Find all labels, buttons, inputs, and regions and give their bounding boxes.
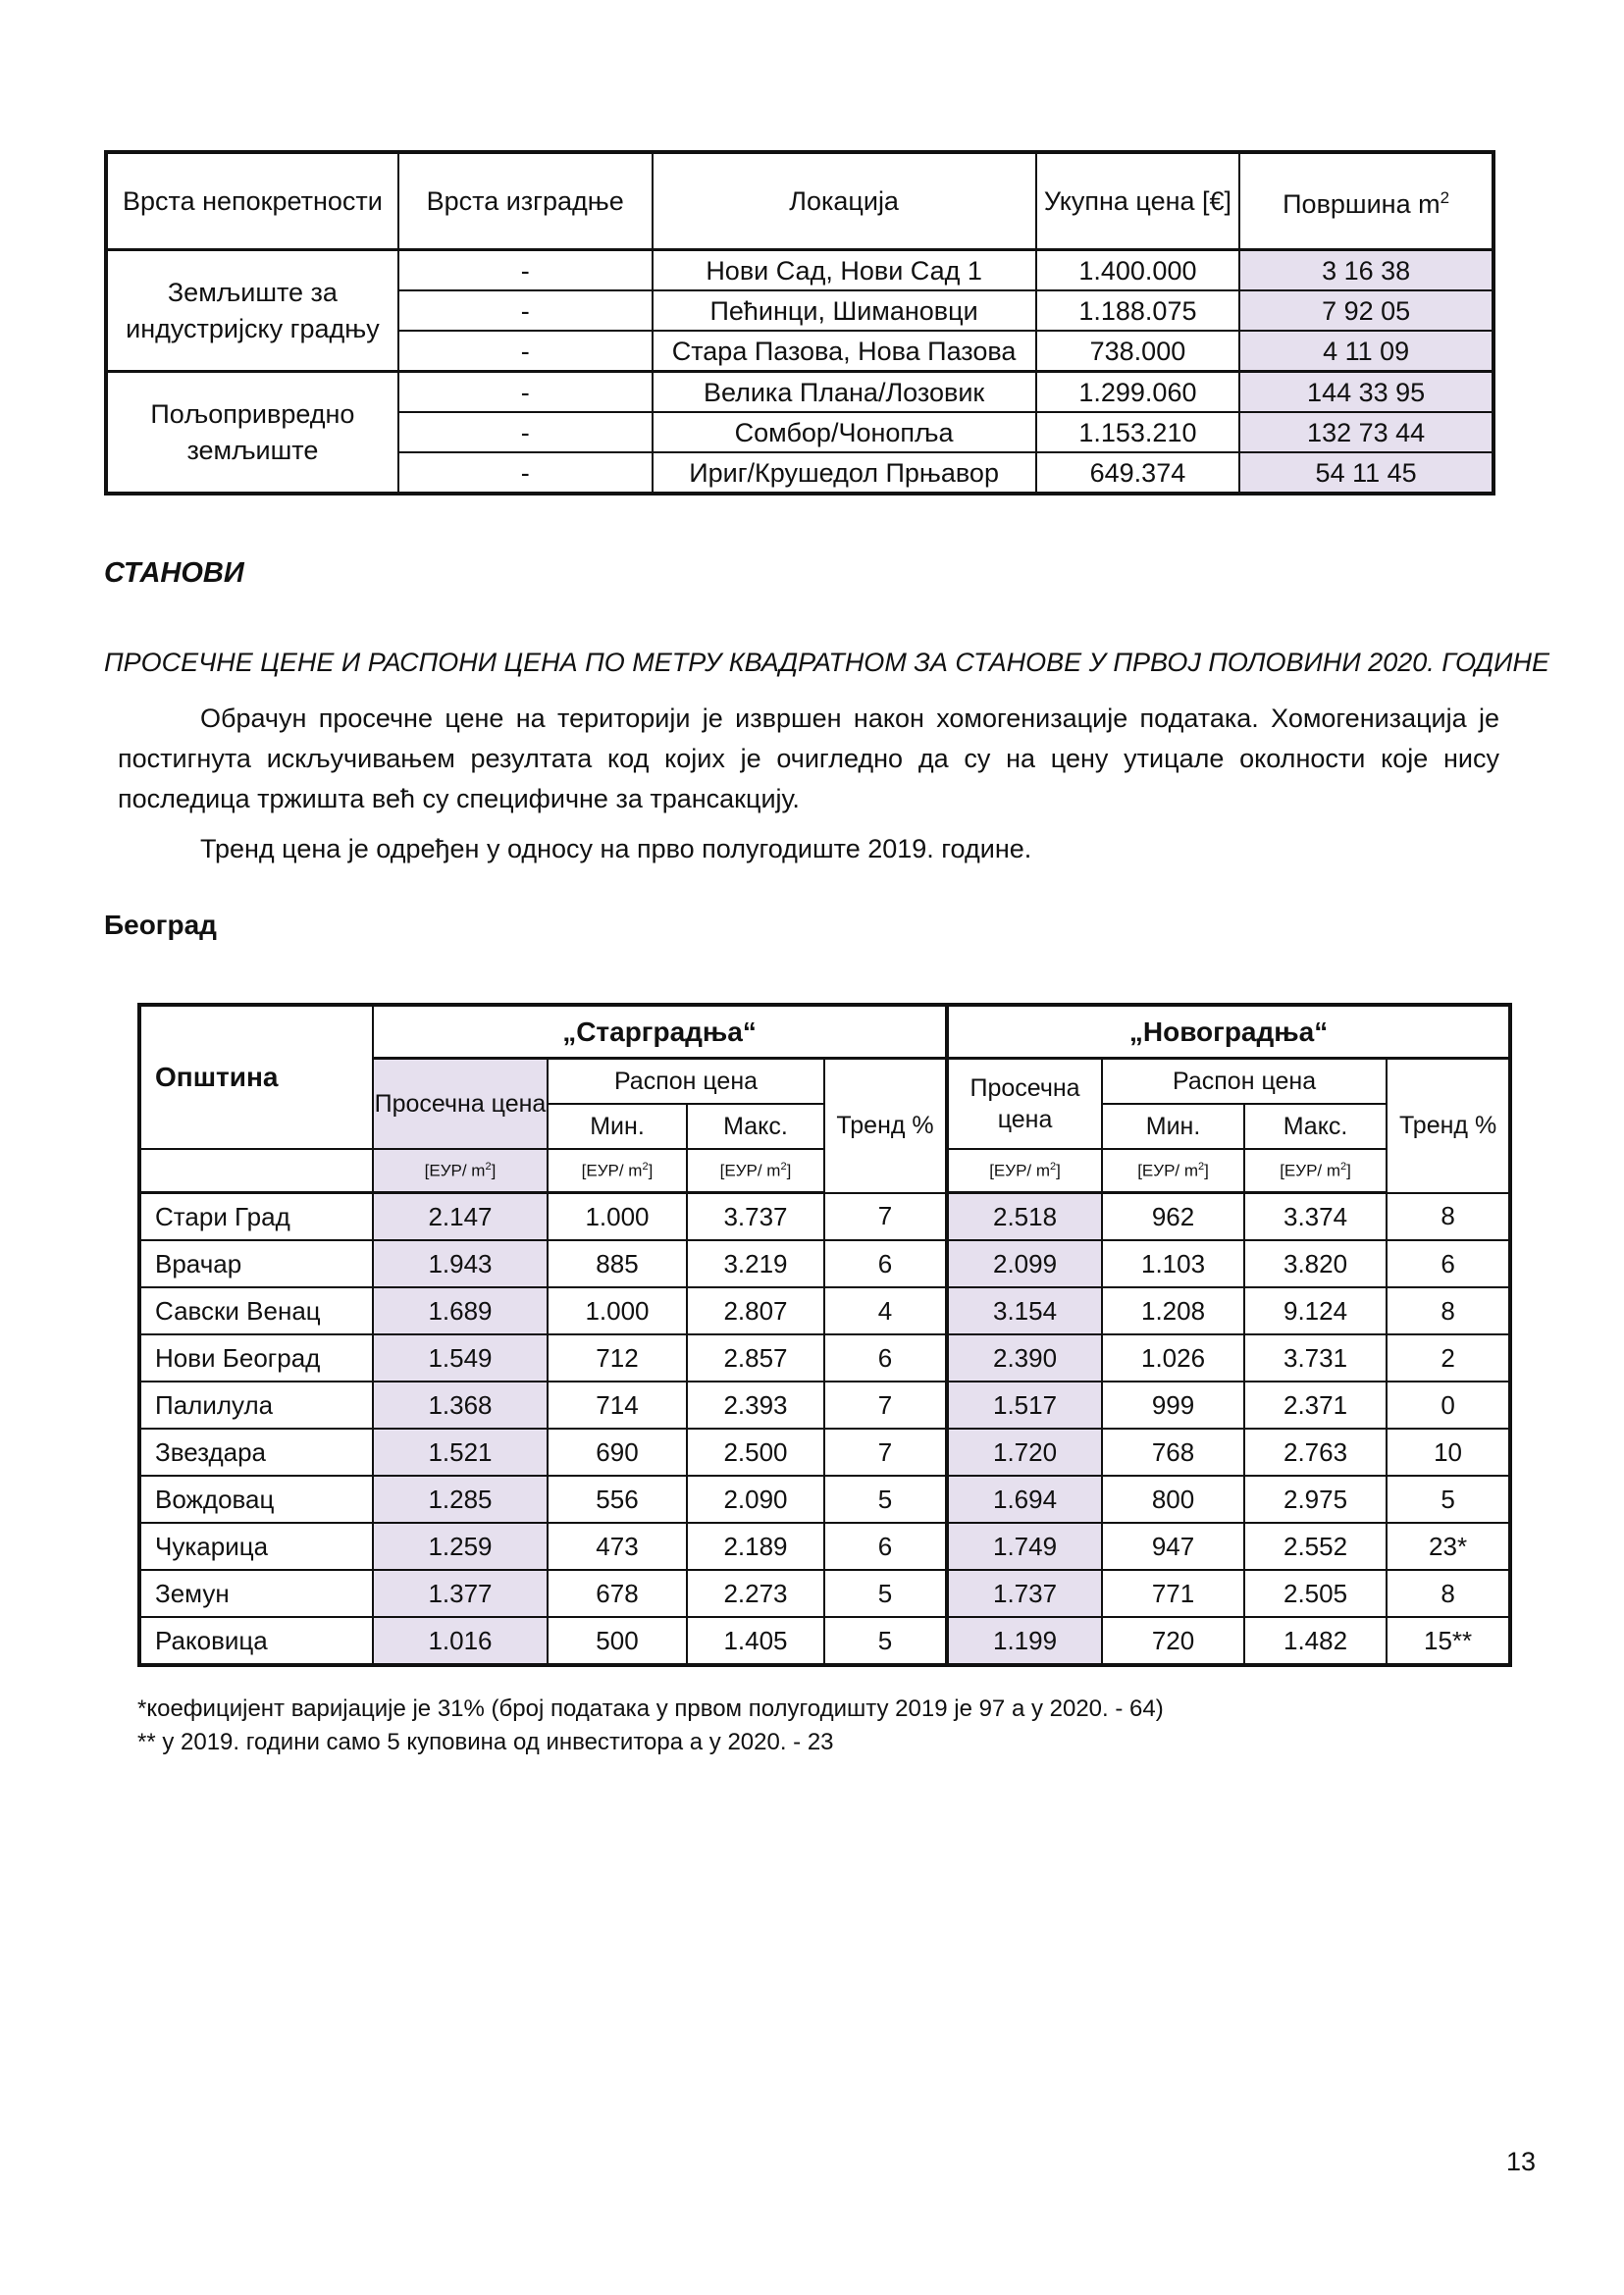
municipality-cell: Нови Београд — [139, 1334, 373, 1382]
old-trend-cell: 5 — [824, 1570, 947, 1617]
old-max-price-cell: 2.807 — [687, 1287, 824, 1334]
table-row — [139, 1240, 1510, 1287]
location-cell: Пећинци, Шимановци — [653, 290, 1036, 331]
old-min-price-cell: 556 — [548, 1476, 687, 1523]
old-max-price-cell: 3.737 — [687, 1193, 824, 1241]
land-table-body — [106, 250, 1493, 495]
area-cell: 132 73 44 — [1239, 412, 1493, 452]
unit-label: [ЕУР/ $m^2$] — [548, 1149, 687, 1193]
location-cell: Ириг/Крушедол Прњавор — [653, 452, 1036, 494]
new-trend-cell: 6 — [1387, 1240, 1510, 1287]
table-row — [139, 1429, 1510, 1476]
new-avg-price-cell: 1.720 — [947, 1429, 1102, 1476]
old-max-price-cell: 2.090 — [687, 1476, 824, 1523]
header-old-price-range: Распон цена — [548, 1059, 824, 1105]
belgrade-table-body — [139, 1193, 1510, 1666]
construction-cell: - — [398, 452, 653, 494]
construction-cell: - — [398, 372, 653, 413]
new-trend-cell: 8 — [1387, 1570, 1510, 1617]
new-max-price-cell: 2.505 — [1244, 1570, 1387, 1617]
municipality-cell: Земун — [139, 1570, 373, 1617]
old-trend-cell: 4 — [824, 1287, 947, 1334]
price-cell: 738.000 — [1036, 331, 1240, 372]
construction-cell: - — [398, 290, 653, 331]
old-trend-cell: 7 — [824, 1382, 947, 1429]
new-avg-price-cell: 2.518 — [947, 1193, 1102, 1241]
city-title: Београд — [104, 910, 217, 940]
header-old-avg-price: Просечна цена — [373, 1059, 548, 1150]
price-cell: 1.153.210 — [1036, 412, 1240, 452]
old-trend-cell: 6 — [824, 1240, 947, 1287]
old-trend-cell: 7 — [824, 1429, 947, 1476]
header-new-trend: Тренд % — [1387, 1059, 1510, 1193]
location-cell: Велика Плана/Лозовик — [653, 372, 1036, 413]
section-title: СТАНОВИ — [104, 557, 244, 589]
old-avg-price-cell: 1.259 — [373, 1523, 548, 1570]
table-row — [139, 1476, 1510, 1523]
municipality-cell: Раковица — [139, 1617, 373, 1665]
header-new-min: Мин. — [1102, 1104, 1244, 1149]
table-row — [139, 1382, 1510, 1429]
property-type-cell: Пољопривредно земљиште — [106, 372, 398, 495]
new-min-price-cell: 1.208 — [1102, 1287, 1244, 1334]
header-old-min: Мин. — [548, 1104, 687, 1149]
new-avg-price-cell: 1.694 — [947, 1476, 1102, 1523]
old-min-price-cell: 1.000 — [548, 1287, 687, 1334]
municipality-cell: Палилула — [139, 1382, 373, 1429]
table-row — [106, 250, 1493, 291]
new-max-price-cell: 3.731 — [1244, 1334, 1387, 1382]
price-cell: 1.299.060 — [1036, 372, 1240, 413]
municipality-cell: Звездара — [139, 1429, 373, 1476]
new-min-price-cell: 1.026 — [1102, 1334, 1244, 1382]
new-trend-cell: 23* — [1387, 1523, 1510, 1570]
municipality-cell: Савски Венац — [139, 1287, 373, 1334]
municipality-cell: Вождовац — [139, 1476, 373, 1523]
unit-label: [ЕУР/ $m^2$] — [1244, 1149, 1387, 1193]
old-min-price-cell: 885 — [548, 1240, 687, 1287]
old-trend-cell: 7 — [824, 1193, 947, 1241]
table-row — [106, 372, 1493, 413]
old-avg-price-cell: 1.689 — [373, 1287, 548, 1334]
header-new-max: Макс. — [1244, 1104, 1387, 1149]
construction-cell: - — [398, 250, 653, 291]
new-trend-cell: 8 — [1387, 1287, 1510, 1334]
header-old-trend: Тренд % — [824, 1059, 947, 1193]
belgrade-prices-table — [137, 1003, 1512, 1667]
old-max-price-cell: 3.219 — [687, 1240, 824, 1287]
area-cell: 54 11 45 — [1239, 452, 1493, 494]
new-avg-price-cell: 3.154 — [947, 1287, 1102, 1334]
new-trend-cell: 5 — [1387, 1476, 1510, 1523]
construction-cell: - — [398, 331, 653, 372]
old-max-price-cell: 2.500 — [687, 1429, 824, 1476]
header-new-avg-price: Просечна цена — [947, 1059, 1102, 1150]
new-max-price-cell: 3.374 — [1244, 1193, 1387, 1241]
old-trend-cell: 6 — [824, 1523, 947, 1570]
page-number: 13 — [1506, 2147, 1537, 2176]
old-trend-cell: 6 — [824, 1334, 947, 1382]
price-cell: 1.188.075 — [1036, 290, 1240, 331]
header-construction-type: Врста изградње — [398, 152, 653, 250]
new-min-price-cell: 1.103 — [1102, 1240, 1244, 1287]
area-cell: 4 11 09 — [1239, 331, 1493, 372]
old-trend-cell: 5 — [824, 1476, 947, 1523]
new-trend-cell: 15** — [1387, 1617, 1510, 1665]
new-min-price-cell: 947 — [1102, 1523, 1244, 1570]
new-trend-cell: 0 — [1387, 1382, 1510, 1429]
new-min-price-cell: 720 — [1102, 1617, 1244, 1665]
methodology-paragraph — [118, 699, 1499, 819]
construction-cell: - — [398, 412, 653, 452]
footnote-2: ** у 2019. години само 5 куповина од инвеститора а у 2020. - 23 — [137, 1729, 834, 1755]
old-max-price-cell: 1.405 — [687, 1617, 824, 1665]
new-avg-price-cell: 1.199 — [947, 1617, 1102, 1665]
new-max-price-cell: 2.552 — [1244, 1523, 1387, 1570]
municipality-cell: Чукарица — [139, 1523, 373, 1570]
unit-label: [ЕУР/ $m^2$] — [1102, 1149, 1244, 1193]
new-min-price-cell: 771 — [1102, 1570, 1244, 1617]
old-avg-price-cell: 1.368 — [373, 1382, 548, 1429]
new-max-price-cell: 1.482 — [1244, 1617, 1387, 1665]
new-avg-price-cell: 1.737 — [947, 1570, 1102, 1617]
area-cell: 144 33 95 — [1239, 372, 1493, 413]
new-avg-price-cell: 2.390 — [947, 1334, 1102, 1382]
new-max-price-cell: 2.975 — [1244, 1476, 1387, 1523]
old-min-price-cell: 712 — [548, 1334, 687, 1382]
old-min-price-cell: 500 — [548, 1617, 687, 1665]
old-avg-price-cell: 1.016 — [373, 1617, 548, 1665]
old-avg-price-cell: 1.285 — [373, 1476, 548, 1523]
old-min-price-cell: 678 — [548, 1570, 687, 1617]
section-subtitle: ПРОСЕЧНЕ ЦЕНЕ И РАСПОНИ ЦЕНА ПО МЕТРУ КВАДРАТНОМ ЗА СТАНОВЕ У ПРВОЈ ПОЛОВИНИ 2020. ГОДИНЕ — [104, 648, 1549, 677]
area-cell: 3 16 38 — [1239, 250, 1493, 291]
new-avg-price-cell: 2.099 — [947, 1240, 1102, 1287]
header-new-construction: „Новоградња“ — [947, 1005, 1510, 1059]
land-prices-table — [104, 150, 1495, 496]
old-avg-price-cell: 2.147 — [373, 1193, 548, 1241]
old-avg-price-cell: 1.943 — [373, 1240, 548, 1287]
location-cell: Стара Пазова, Нова Пазова — [653, 331, 1036, 372]
header-empty-cell — [139, 1149, 373, 1193]
price-cell: 649.374 — [1036, 452, 1240, 494]
old-trend-cell: 5 — [824, 1617, 947, 1665]
header-new-price-range: Распон цена — [1102, 1059, 1387, 1105]
table-row — [139, 1523, 1510, 1570]
location-cell: Нови Сад, Нови Сад 1 — [653, 250, 1036, 291]
old-avg-price-cell: 1.521 — [373, 1429, 548, 1476]
municipality-cell: Врачар — [139, 1240, 373, 1287]
old-min-price-cell: 1.000 — [548, 1193, 687, 1241]
footnote-1: *коефицијент варијације је 31% (број података у првом полугодишту 2019 је 97 а у 2020. - 64) — [137, 1695, 1164, 1722]
new-trend-cell: 2 — [1387, 1334, 1510, 1382]
header-municipality: Општина — [139, 1005, 373, 1149]
new-max-price-cell: 3.820 — [1244, 1240, 1387, 1287]
new-avg-price-cell: 1.749 — [947, 1523, 1102, 1570]
unit-label: [ЕУР/ $m^2$] — [687, 1149, 824, 1193]
new-min-price-cell: 768 — [1102, 1429, 1244, 1476]
unit-label: [ЕУР/ $m^2$] — [947, 1149, 1102, 1193]
old-min-price-cell: 714 — [548, 1382, 687, 1429]
table-row — [139, 1570, 1510, 1617]
unit-label: [ЕУР/ $m^2$] — [373, 1149, 548, 1193]
table-row — [139, 1617, 1510, 1665]
new-max-price-cell: 2.371 — [1244, 1382, 1387, 1429]
trend-note: Тренд цена је одређен у односу на прво полугодиште 2019. године. — [200, 834, 1032, 863]
new-min-price-cell: 999 — [1102, 1382, 1244, 1429]
new-max-price-cell: 9.124 — [1244, 1287, 1387, 1334]
property-type-cell: Земљиште за индустријску градњу — [106, 250, 398, 372]
new-min-price-cell: 800 — [1102, 1476, 1244, 1523]
new-trend-cell: 10 — [1387, 1429, 1510, 1476]
old-min-price-cell: 473 — [548, 1523, 687, 1570]
price-cell: 1.400.000 — [1036, 250, 1240, 291]
new-max-price-cell: 2.763 — [1244, 1429, 1387, 1476]
table-row — [139, 1287, 1510, 1334]
table-row — [139, 1334, 1510, 1382]
old-max-price-cell: 2.393 — [687, 1382, 824, 1429]
old-avg-price-cell: 1.549 — [373, 1334, 548, 1382]
header-property-type: Врста непокретности — [106, 152, 398, 250]
location-cell: Сомбор/Чонопља — [653, 412, 1036, 452]
paragraph-text: Обрачун просечне цене на територији је извршен након хомогенизације података. Хомогенизација је постигнута искључивањем резултата код којих је очигледно да су на цену утицале околности које нису последица тржишта већ су специфичне за трансакцију. — [118, 704, 1499, 813]
municipality-cell: Стари Град — [139, 1193, 373, 1241]
new-min-price-cell: 962 — [1102, 1193, 1244, 1241]
old-avg-price-cell: 1.377 — [373, 1570, 548, 1617]
old-max-price-cell: 2.273 — [687, 1570, 824, 1617]
area-cell: 7 92 05 — [1239, 290, 1493, 331]
old-max-price-cell: 2.857 — [687, 1334, 824, 1382]
new-avg-price-cell: 1.517 — [947, 1382, 1102, 1429]
header-total-price: Укупна цена [€] — [1036, 152, 1240, 250]
header-area: Површина $m^2$ — [1239, 152, 1493, 250]
table-row — [139, 1193, 1510, 1241]
new-trend-cell: 8 — [1387, 1193, 1510, 1241]
header-location: Локација — [653, 152, 1036, 250]
header-old-max: Макс. — [687, 1104, 824, 1149]
old-min-price-cell: 690 — [548, 1429, 687, 1476]
old-max-price-cell: 2.189 — [687, 1523, 824, 1570]
header-old-construction: „Старградња“ — [373, 1005, 947, 1059]
